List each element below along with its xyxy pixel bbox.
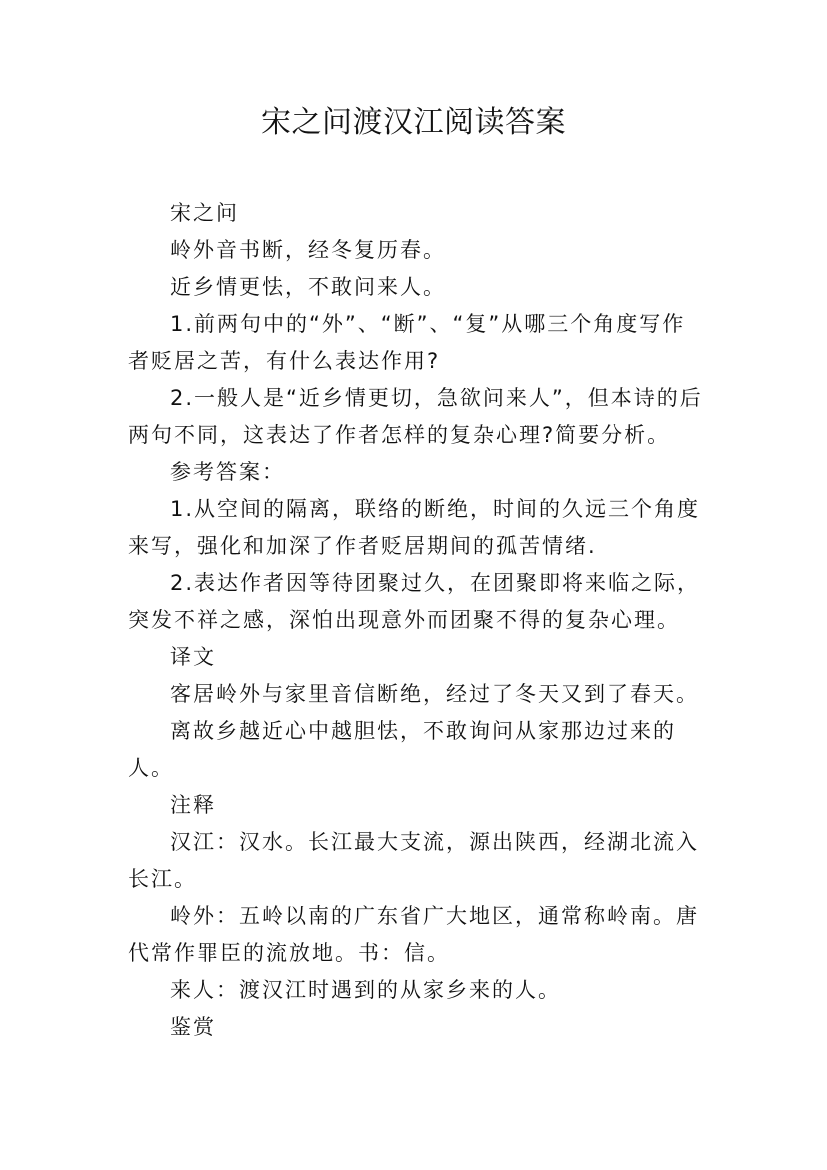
notes-heading: 注释 xyxy=(170,793,216,817)
question-1: 1.前两句中的“外”、“断”、“复”从哪三个角度写作者贬居之苦，有什么表达作用? xyxy=(128,312,686,373)
translation-heading: 译文 xyxy=(170,645,216,669)
translation-line-1: 客居岭外与家里音信断绝，经过了冬天又到了春天。 xyxy=(170,682,699,706)
appreciation-heading: 鉴赏 xyxy=(170,1015,216,1039)
note-hanjiang: 汉江：汉水。长江最大支流，源出陕西，经湖北流入长江。 xyxy=(128,830,699,891)
poet-name: 宋之问 xyxy=(170,201,239,225)
note-lingwai: 岭外：五岭以南的广东省广大地区，通常称岭南。唐代常作罪臣的流放地。书：信。 xyxy=(128,904,699,965)
poem-line-2: 近乡情更怯，不敢问来人。 xyxy=(170,275,446,299)
question-2: 2.一般人是“近乡情更切，急欲问来人”，但本诗的后两句不同，这表达了作者怎样的复杂心理?简要分析。 xyxy=(128,386,703,447)
poem-line-1: 岭外音书断，经冬复历春。 xyxy=(170,238,446,262)
answer-1: 1.从空间的隔离，联络的断绝，时间的久远三个角度来写，强化和加深了作者贬居期间的孤苦情绪. xyxy=(128,497,701,558)
document-title: 宋之问渡汉江阅读答案 xyxy=(261,105,566,140)
note-lairen: 来人：渡汉江时遇到的从家乡来的人。 xyxy=(170,978,561,1002)
translation-line-2: 离故乡越近心中越胆怯，不敢询问从家那边过来的人。 xyxy=(128,719,676,780)
answer-heading: 参考答案： xyxy=(170,460,285,484)
document-body xyxy=(128,195,708,1046)
answer-2: 2.表达作者因等待团聚过久，在团聚即将来临之际，突发不祥之感，深怕出现意外而团聚不得的复杂心理。 xyxy=(128,571,701,632)
